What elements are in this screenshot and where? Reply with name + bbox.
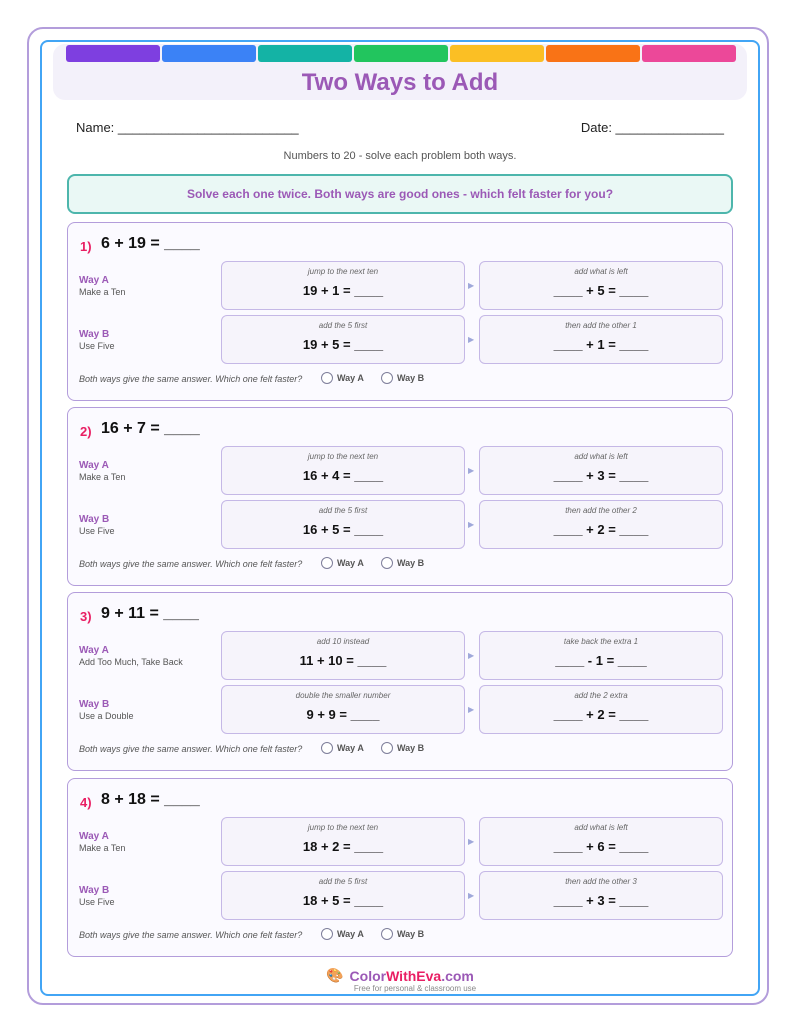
problem-equation: 6 + 19 = ____ [101,235,200,252]
way-description: Make a Ten [79,287,126,297]
step-equation: 16 + 5 = ____ [302,522,384,537]
way-name: Way B [79,329,110,340]
radio-button[interactable] [321,742,333,754]
rainbow-segment [66,45,160,62]
arrow-right-icon: ▶ [468,705,475,714]
step-box[interactable] [221,261,465,310]
footer-note: Free for personal & classroom use [353,984,477,993]
way-a-option[interactable] [321,742,364,754]
step-box[interactable] [479,446,723,495]
step-equation: ____ + 2 = ____ [553,707,649,722]
step-equation: ____ + 1 = ____ [553,337,649,352]
problem-card [67,778,733,957]
brand-part-domain: .com [441,967,474,984]
palette-icon: 🎨 [326,967,344,983]
radio-button[interactable] [381,928,393,940]
way-name: Way B [79,514,110,525]
way-a-option[interactable] [321,928,364,940]
problem-number: 4) [80,795,92,810]
step-equation: ____ + 3 = ____ [553,893,649,908]
step-box[interactable] [221,871,465,920]
way-name: Way B [79,885,110,896]
way-name: Way A [79,275,109,286]
way-name: Way A [79,645,109,656]
step-hint: add what is left [574,823,628,832]
faster-question: Both ways give the same answer. Which one felt faster? [79,374,303,384]
problem-equation: 9 + 11 = ____ [101,605,199,622]
way-a-label [79,460,125,482]
instructions-box: Solve each one twice. Both ways are good ones - which felt faster for you? [67,174,733,214]
brand [326,967,474,984]
step-box[interactable] [221,817,465,866]
step-hint: then add the other 3 [565,877,637,886]
subtitle: Numbers to 20 - solve each problem both ways. [283,150,517,162]
step-hint: jump to the next ten [307,452,379,461]
step-equation: ____ + 2 = ____ [553,522,649,537]
arrow-right-icon: ▶ [468,520,475,529]
way-b-label [79,885,115,907]
step-hint: add the 5 first [318,877,368,886]
radio-button[interactable] [381,742,393,754]
step-hint: add the 5 first [318,506,368,515]
way-a-label [79,831,125,853]
footer [0,967,800,993]
radio-button[interactable] [321,372,333,384]
brand-part-witheva: WithEva [386,967,442,984]
step-box[interactable] [479,631,723,680]
way-b-label [79,329,115,351]
arrow-right-icon: ▶ [468,281,475,290]
step-hint: add the 5 first [318,321,368,330]
step-equation: ____ + 3 = ____ [553,468,649,483]
step-hint: add what is left [574,452,628,461]
way-b-label [79,514,115,536]
rainbow-segment [258,45,352,62]
step-equation: ____ - 1 = ____ [555,653,647,668]
step-hint: add the 2 extra [574,691,628,700]
way-description: Make a Ten [79,843,126,853]
way-a-label [79,645,183,667]
way-a-label [79,275,125,297]
problem-card [67,222,733,401]
step-hint: take back the extra 1 [563,637,639,646]
way-b-option[interactable] [381,928,424,940]
step-equation: 19 + 5 = ____ [302,337,384,352]
rainbow-segment [642,45,736,62]
faster-question: Both ways give the same answer. Which one felt faster? [79,930,303,940]
step-box[interactable] [479,261,723,310]
radio-button[interactable] [381,372,393,384]
option-label: Way B [397,929,425,939]
step-box[interactable] [221,446,465,495]
arrow-right-icon: ▶ [468,651,475,660]
step-equation: 18 + 2 = ____ [302,839,384,854]
arrow-right-icon: ▶ [468,891,475,900]
way-description: Use a Double [79,711,134,721]
name-field: Name: _________________________ [76,120,299,135]
step-hint: jump to the next ten [307,823,379,832]
radio-button[interactable] [321,928,333,940]
way-name: Way A [79,831,109,842]
option-label: Way A [337,373,364,383]
way-b-label [79,699,134,721]
way-description: Make a Ten [79,472,126,482]
step-hint: add 10 instead [316,637,370,646]
problem-card [67,592,733,771]
rainbow-segment [546,45,640,62]
problem-number: 1) [80,239,92,254]
problem-equation: 8 + 18 = ____ [101,791,200,808]
step-equation: ____ + 6 = ____ [553,839,649,854]
way-b-option[interactable] [381,557,424,569]
step-box[interactable] [221,631,465,680]
problem-number: 2) [80,424,92,439]
step-equation: 9 + 9 = ____ [306,707,380,722]
step-box[interactable] [221,315,465,364]
way-a-option[interactable] [321,557,364,569]
step-equation: 18 + 5 = ____ [302,893,384,908]
step-box[interactable] [479,315,723,364]
step-equation: 11 + 10 = ____ [299,653,387,668]
problem-equation: 16 + 7 = ____ [101,420,200,437]
rainbow-segment [162,45,256,62]
step-box[interactable] [479,500,723,549]
step-equation: ____ + 5 = ____ [553,283,649,298]
way-a-option[interactable] [321,372,364,384]
rainbow-segment [354,45,448,62]
problem-card [67,407,733,586]
step-hint: double the smaller number [295,691,391,700]
step-equation: 16 + 4 = ____ [302,468,384,483]
option-label: Way B [397,743,425,753]
step-box[interactable] [479,817,723,866]
step-box[interactable] [221,685,465,734]
radio-button[interactable] [381,557,393,569]
rainbow-bar [66,45,736,62]
option-label: Way B [397,373,425,383]
faster-question: Both ways give the same answer. Which one felt faster? [79,559,303,569]
step-equation: 19 + 1 = ____ [302,283,384,298]
option-label: Way A [337,558,364,568]
faster-question: Both ways give the same answer. Which one felt faster? [79,744,303,754]
radio-button[interactable] [321,557,333,569]
way-description: Use Five [79,897,115,907]
option-label: Way A [337,743,364,753]
step-box[interactable] [479,685,723,734]
step-hint: add what is left [574,267,628,276]
arrow-right-icon: ▶ [468,837,475,846]
option-label: Way B [397,558,425,568]
arrow-right-icon: ▶ [468,466,475,475]
way-name: Way A [79,460,109,471]
option-label: Way A [337,929,364,939]
step-hint: then add the other 2 [565,506,637,515]
way-b-option[interactable] [381,372,424,384]
page-title: Two Ways to Add [301,69,499,96]
way-b-option[interactable] [381,742,424,754]
arrow-right-icon: ▶ [468,335,475,344]
brand-part-color: Color [349,967,387,984]
step-hint: jump to the next ten [307,267,379,276]
step-box[interactable] [479,871,723,920]
date-field: Date: _______________ [580,120,724,135]
way-description: Use Five [79,341,115,351]
way-description: Add Too Much, Take Back [79,657,183,667]
problem-number: 3) [80,609,92,624]
way-description: Use Five [79,526,115,536]
step-hint: then add the other 1 [565,321,637,330]
step-box[interactable] [221,500,465,549]
rainbow-segment [450,45,544,62]
way-name: Way B [79,699,110,710]
